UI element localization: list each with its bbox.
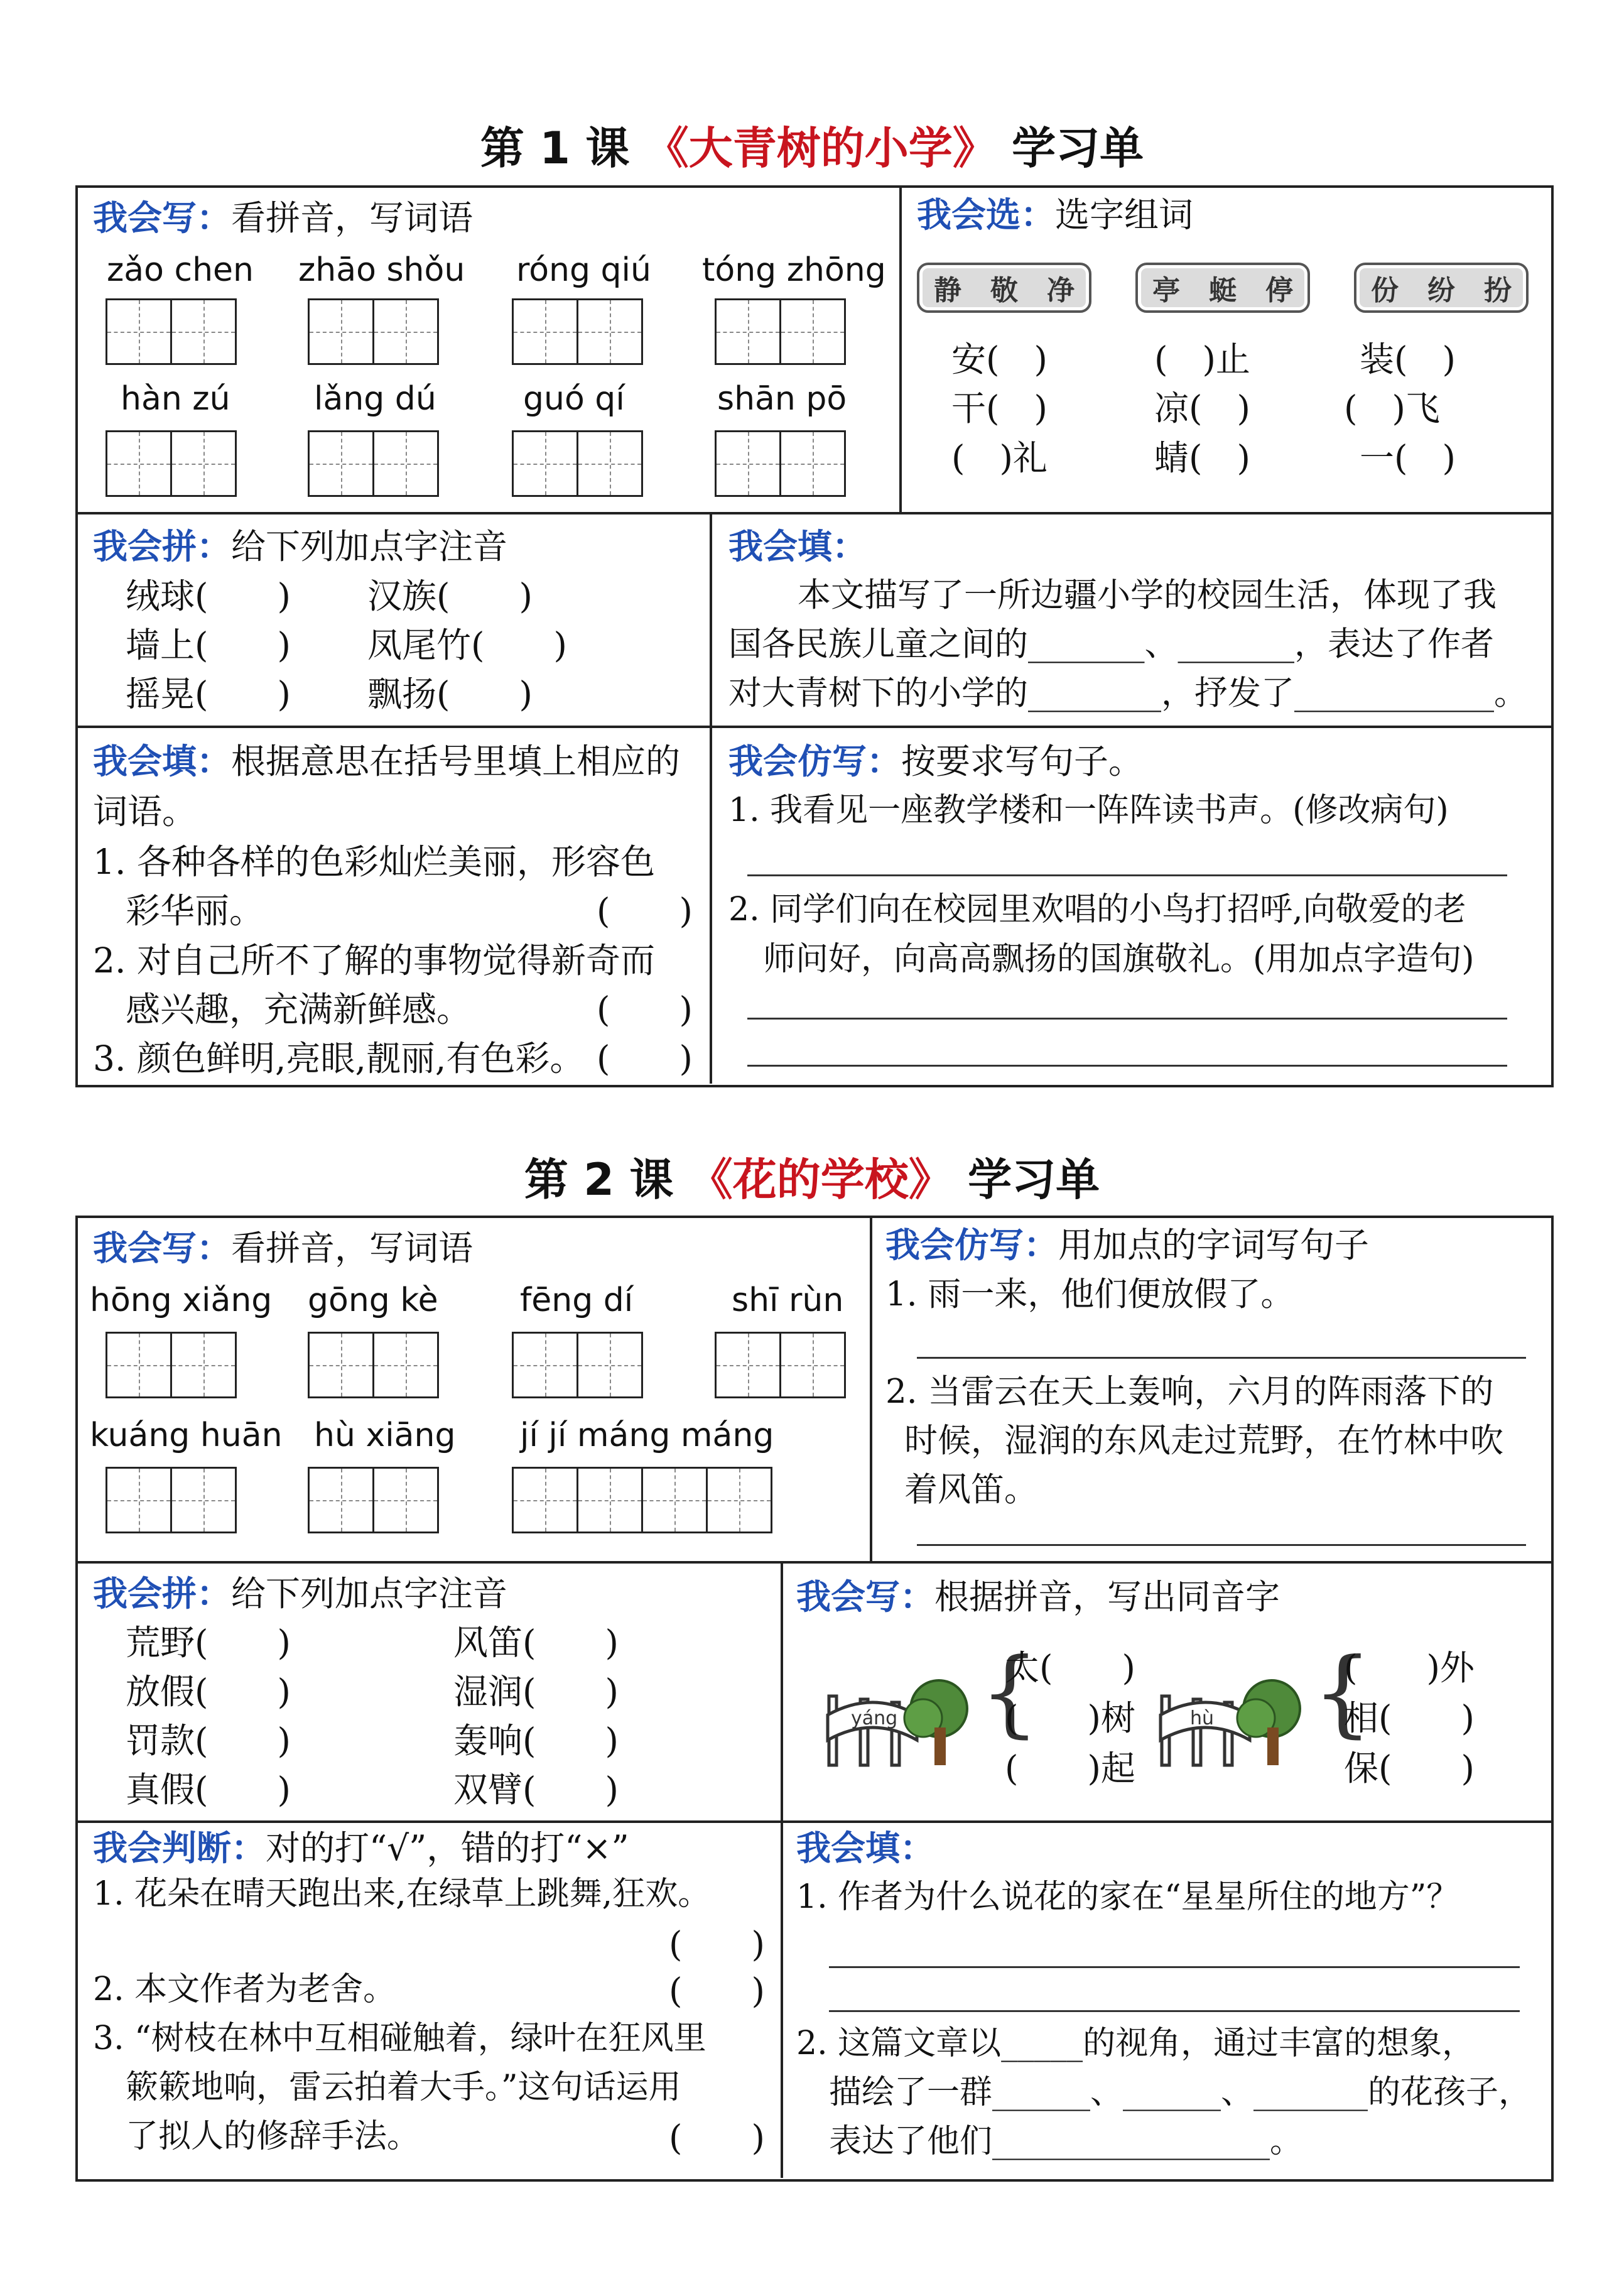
homophone-item[interactable]: 保( ) xyxy=(1344,1748,1475,1788)
writing-grid[interactable] xyxy=(308,1467,439,1533)
question-text[interactable]: 2. 这篇文章以_____的视角，通过丰富的想象， xyxy=(796,2025,1475,2062)
question-text: 2. 对自己所不了解的事物觉得新奇而 xyxy=(93,940,655,981)
choose-item[interactable]: 干( ) xyxy=(951,388,1047,428)
spell-item[interactable]: 凤尾竹( ) xyxy=(367,625,567,665)
fence-tree-illustration xyxy=(823,1665,980,1771)
brace-icon: { xyxy=(1313,1638,1373,1748)
choose-item[interactable]: 蜻( ) xyxy=(1154,438,1250,478)
pinyin-label: gōng kè xyxy=(308,1281,438,1319)
brace-icon: { xyxy=(980,1638,1040,1748)
chip-group-2: 亭 蜓 停 xyxy=(1135,263,1310,313)
lesson2-imitate-header: 我会仿写：用加点的字词写句子 xyxy=(885,1224,1370,1265)
sign-label-2: hù xyxy=(1190,1707,1215,1729)
character-chips xyxy=(917,263,1529,313)
lesson1-title-suffix: 学习单 xyxy=(1012,122,1144,174)
fill-line[interactable]: 国各民族儿童之间的_______、_______，表达了作者 xyxy=(728,625,1494,663)
spell-item[interactable]: 罚款( ) xyxy=(126,1721,291,1761)
writing-grid[interactable] xyxy=(308,1332,439,1398)
question-text: 师问好，向高高飘扬的国旗敬礼。(用加点字造句) xyxy=(763,940,1475,978)
lesson1-title-name: 《大青树的小学》 xyxy=(644,122,997,174)
answer-paren[interactable]: ( ) xyxy=(597,1038,693,1079)
spell-item[interactable]: 绒球( ) xyxy=(126,576,291,616)
question-text: 1. 作者为什么说花的家在“星星所住的地方”？ xyxy=(796,1878,1459,1916)
choose-item[interactable]: 凉( ) xyxy=(1154,388,1250,428)
question-text[interactable]: 描绘了一群______、______、_______的花孩子， xyxy=(829,2074,1532,2111)
question-text: 2. 同学们向在校园里欢唱的小鸟打招呼,向敬爱的老 xyxy=(728,891,1466,928)
lesson1-write-header: 我会写：看拼音，写词语 xyxy=(93,197,474,238)
question-text: 1. 各种各样的色彩灿烂美丽，形容色 xyxy=(93,842,655,882)
pinyin-label: róng qiú xyxy=(516,251,651,289)
question-text: 时候，湿润的东风走过荒野，在竹林中吹 xyxy=(904,1422,1503,1460)
homophone-item[interactable]: 相( ) xyxy=(1344,1698,1475,1738)
spell-item[interactable]: 真假( ) xyxy=(126,1770,291,1810)
chip-group-3: 份 纷 扮 xyxy=(1354,263,1529,313)
question-text: 1. 花朵在晴天跑出来,在绿草上跳舞,狂欢。 xyxy=(93,1875,711,1913)
question-text: 彩华丽。 xyxy=(126,891,264,931)
spell-item[interactable]: 飘扬( ) xyxy=(367,674,533,714)
writing-grid[interactable] xyxy=(512,430,643,497)
question-text: 1. 雨一来，他们便放假了。 xyxy=(885,1275,1294,1314)
writing-grid[interactable] xyxy=(512,1467,772,1533)
lesson1-fill2-header: 我会填：根据意思在括号里填上相应的 xyxy=(93,741,681,781)
pinyin-label: fēng dí xyxy=(520,1281,634,1319)
choose-item[interactable]: 一( ) xyxy=(1360,438,1456,478)
pinyin-label: zǎo chen xyxy=(107,251,254,289)
answer-line[interactable] xyxy=(917,1357,1526,1359)
choose-item[interactable]: ( )止 xyxy=(1154,339,1250,379)
pinyin-label: hōng xiǎng xyxy=(90,1281,273,1319)
spell-item[interactable]: 风笛( ) xyxy=(453,1623,619,1663)
answer-paren[interactable]: ( ) xyxy=(669,2118,765,2158)
question-text: 3. 颜色鲜明,亮眼,靓丽,有色彩。 xyxy=(93,1038,585,1079)
writing-grid[interactable] xyxy=(308,430,439,497)
writing-grid[interactable] xyxy=(715,430,846,497)
lesson2-spell-header: 我会拼：给下列加点字注音 xyxy=(93,1573,508,1614)
spell-item[interactable]: 轰响( ) xyxy=(453,1721,619,1761)
sign-label-1: yáng xyxy=(851,1707,898,1729)
spell-item[interactable]: 汉族( ) xyxy=(367,576,533,616)
choose-item[interactable]: 装( ) xyxy=(1360,339,1456,379)
pinyin-label: shī rùn xyxy=(732,1281,844,1319)
question-text: 着风笛。 xyxy=(904,1471,1037,1509)
pinyin-label: guó qí xyxy=(523,380,625,418)
chip-group-1: 静 敬 净 xyxy=(917,263,1091,313)
fill-line[interactable]: 对大青树下的小学的________，抒发了____________。 xyxy=(728,674,1527,712)
writing-grid[interactable] xyxy=(106,1332,237,1398)
lesson2-title-prefix: 第 2 课 xyxy=(524,1154,674,1205)
homophone-item[interactable]: ( )起 xyxy=(1005,1748,1135,1788)
writing-grid[interactable] xyxy=(512,298,643,365)
lesson1-title-prefix: 第 1 课 xyxy=(480,122,630,174)
answer-line[interactable] xyxy=(917,1544,1526,1546)
question-text: 了拟人的修辞手法。 xyxy=(126,2118,420,2155)
lesson2-judge-header: 我会判断：对的打“√”，错的打“×” xyxy=(93,1827,629,1868)
pinyin-label: tóng zhōng xyxy=(702,251,886,289)
lesson1-choose-header: 我会选：选字组词 xyxy=(917,194,1194,235)
pinyin-label: shān pō xyxy=(717,380,847,418)
spell-item[interactable]: 荒野( ) xyxy=(126,1623,291,1663)
choose-item[interactable]: ( )礼 xyxy=(951,438,1047,478)
question-text: 1. 我看见一座教学楼和一阵阵读书声。(修改病句) xyxy=(728,792,1449,829)
lesson1-imitate-header: 我会仿写：按要求写句子。 xyxy=(728,741,1144,781)
answer-line[interactable] xyxy=(747,874,1507,876)
choose-item[interactable]: ( )飞 xyxy=(1344,388,1440,428)
question-text: 2. 当雷云在天上轰响，六月的阵雨落下的 xyxy=(885,1373,1494,1411)
question-text: 感兴趣，充满新鲜感。 xyxy=(126,989,472,1030)
answer-line[interactable] xyxy=(747,1065,1507,1067)
pinyin-label: hàn zú xyxy=(121,380,230,418)
writing-grid[interactable] xyxy=(308,298,439,365)
fill-line: 本文描写了一所边疆小学的校园生活，体现了我 xyxy=(798,576,1497,614)
spell-item[interactable]: 双臂( ) xyxy=(453,1770,619,1810)
spell-item[interactable]: 放假( ) xyxy=(126,1672,291,1712)
homophone-item[interactable]: 太( ) xyxy=(1005,1648,1135,1688)
writing-grid[interactable] xyxy=(106,298,237,365)
writing-grid[interactable] xyxy=(715,1332,846,1398)
lesson2-title xyxy=(0,1145,1624,1208)
lesson2-title-suffix: 学习单 xyxy=(968,1154,1100,1205)
answer-paren[interactable]: ( ) xyxy=(669,1924,765,1964)
spell-item[interactable]: 摇晃( ) xyxy=(126,674,291,714)
answer-paren[interactable]: ( ) xyxy=(597,891,693,931)
pinyin-label: hù xiāng xyxy=(314,1417,456,1454)
pinyin-label: zhāo shǒu xyxy=(298,251,465,289)
writing-grid[interactable] xyxy=(512,1332,643,1398)
writing-grid[interactable] xyxy=(106,430,237,497)
pinyin-label: jí jí máng máng xyxy=(520,1417,774,1454)
lesson2-title-name: 《花的学校》 xyxy=(688,1154,953,1205)
answer-line[interactable] xyxy=(829,1966,1520,1968)
spell-item[interactable]: 湿润( ) xyxy=(453,1672,619,1712)
question-text: 簌簌地响，雷云拍着大手。”这句话运用 xyxy=(126,2069,681,2106)
answer-line[interactable] xyxy=(829,2010,1520,2012)
answer-line[interactable] xyxy=(747,1018,1507,1020)
lesson1-title xyxy=(0,113,1624,177)
fence-tree-illustration xyxy=(1156,1665,1313,1771)
answer-paren[interactable]: ( ) xyxy=(669,1971,765,2011)
spell-item[interactable]: 墙上( ) xyxy=(126,625,291,665)
question-text: 2. 本文作者为老舍。 xyxy=(93,1971,396,2008)
lesson2-fill-header: 我会填： xyxy=(796,1827,935,1868)
lesson2-homophone-header: 我会写：根据拼音，写出同音字 xyxy=(796,1576,1280,1617)
pinyin-label: kuáng huān xyxy=(90,1417,283,1454)
writing-grid[interactable] xyxy=(106,1467,237,1533)
lesson1-fill-header: 我会填： xyxy=(728,526,867,567)
question-text[interactable]: 表达了他们_________________。 xyxy=(829,2123,1303,2160)
pinyin-label: lǎng dú xyxy=(314,380,436,418)
instruction-text: 词语。 xyxy=(93,792,197,832)
lesson2-write-header: 我会写：看拼音，写词语 xyxy=(93,1227,474,1268)
answer-paren[interactable]: ( ) xyxy=(597,989,693,1030)
question-text: 3. “树枝在林中互相碰触着，绿叶在狂风里 xyxy=(93,2020,706,2057)
homophone-item[interactable]: ( )树 xyxy=(1005,1698,1135,1738)
homophone-item[interactable]: ( )外 xyxy=(1344,1648,1475,1688)
lesson1-spell-header: 我会拼：给下列加点字注音 xyxy=(93,526,508,567)
writing-grid[interactable] xyxy=(715,298,846,365)
choose-item[interactable]: 安( ) xyxy=(951,339,1047,379)
